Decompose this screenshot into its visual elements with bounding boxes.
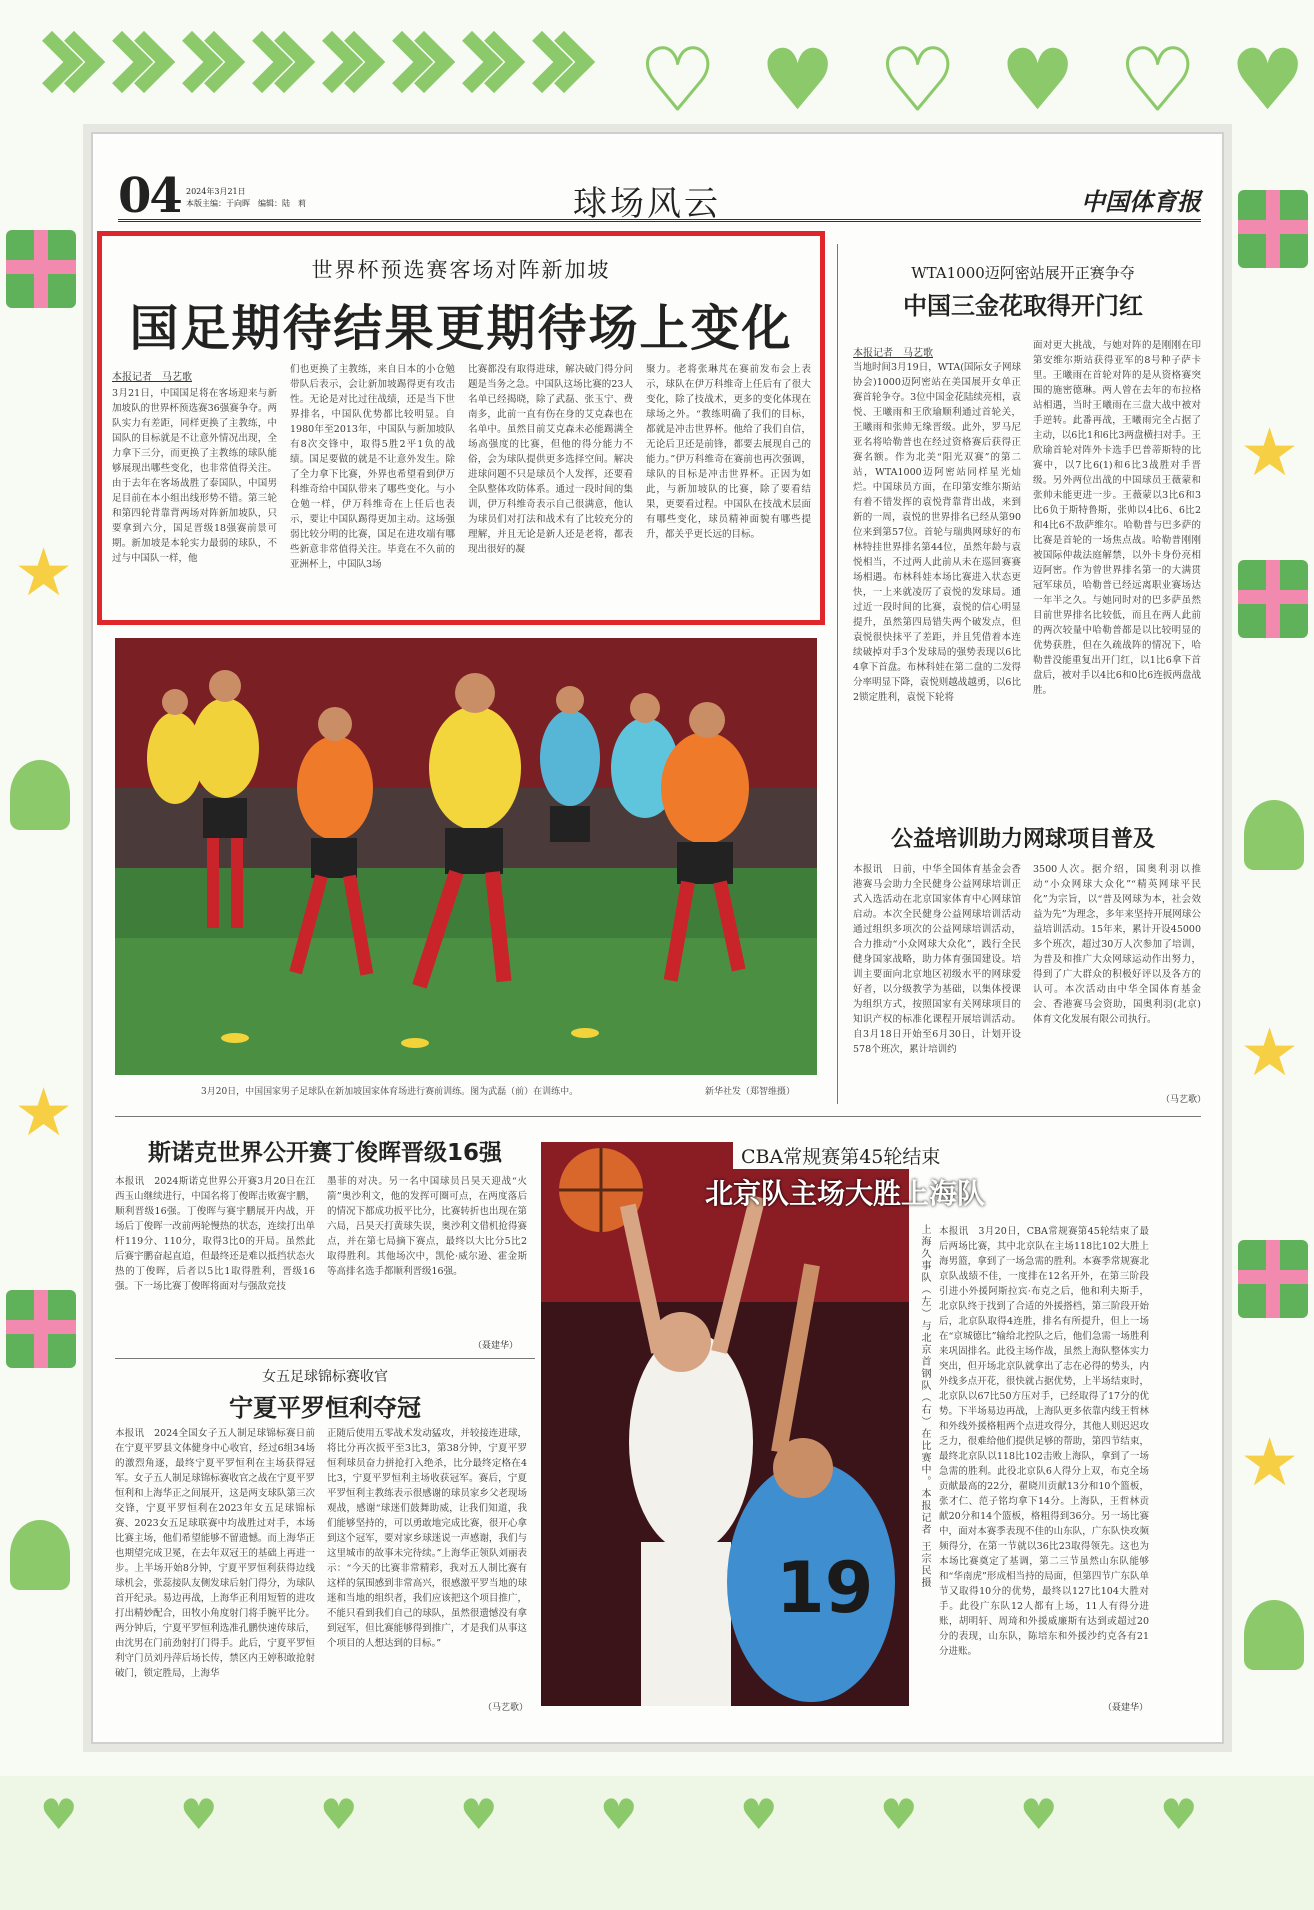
heart-icon: ♥ — [320, 1790, 358, 1839]
wta-byline: 本报记者 马艺歌 — [853, 348, 933, 359]
heart-icon: ♥ — [880, 1790, 918, 1839]
tennis-training-headline: 公益培训助力网球项目普及 — [890, 827, 1155, 852]
star-icon: ★ — [14, 534, 74, 611]
women-football-column-2: 正随后使用五零战术发动猛攻，并较接连进球，将比分再次扳平至3比3，第38分钟，宁夏平罗恒利球员奋力拼抢打入绝杀，比分最终定格在4比3，宁夏平罗恒利主场收获冠军。赛后，宁夏平罗恒利主教练表示很感谢的球员家乡父老现场观战，感谢“球迷们鼓舞助威，让我们知道，我们能够坚持的，可以勇敢地完成比赛，很开心拿到这个冠军，要对家乡球迷说一声感谢，我们与这里城市的故事未完待续。”上海华正领队刘丽表示：“今天的比赛非常精彩，我对五人制比赛有这样的氛围感到非常高兴，很感激平罗当地的球迷和当地的组织者，我们应该把这个项目推广，不能只看到我们自己的球队，虽然很遗憾没有拿到冠军，但比赛能够得到推广，才是我们从事这个项目的人想达到的目标。” — [327, 1428, 527, 1649]
tennis-training-column-2: 3500人次。据介绍，国奥利羽以推动“小众网球大众化”“精英网球平民化”为宗旨，以“普及网球为本，社会效益为先”为理念，多年来坚持开展网球公益培训活动。15年来，累计开设45000多个班次，超过30万人次参加了培训，为普及和推广大众网球运动作出努力，得到了广大群众的积极好评以及各方的认可。本次活动由中华全国体育基金会、香港赛马会资助，国奥利羽(北京)体育文化发展有限公司执行。 — [1033, 864, 1201, 1025]
star-icon: ★ — [1240, 1424, 1300, 1501]
section-title: 球场风云 — [573, 184, 721, 224]
heart-icon: ♥ — [40, 1790, 78, 1839]
football-training-illustration — [115, 638, 817, 1075]
heart-icon: ♥ — [740, 1790, 778, 1839]
star-icon: ★ — [14, 1074, 74, 1151]
chevron-decoration — [450, 28, 508, 98]
plant-decoration — [10, 760, 70, 830]
gift-icon — [6, 1290, 76, 1368]
lead-kicker: 世界杯预选赛客场对阵新加坡 — [311, 258, 611, 282]
lead-column-4: 聚力。老将张琳芃在赛前发布会上表示，球队在伊万科维奇上任后有了很大变化，除了技战术，更多的变化体现在球场之外。“教练明确了我们的目标，都就是冲击世界杯。他给了我们自信，无论后卫还是前锋，都要去展现自己的能力。”伊万科维奇在赛前也再次强调，球队的目标是冲击世界杯。正因为如此，与新加坡队的比赛，除了要看结果，更要看过程。中国队在技战术层面有哪些变化，球员精神面貌有哪些提升，都关乎更长远的目标。 — [646, 364, 811, 540]
football-photo-credit: 新华社发（郑智维摄） — [705, 1087, 796, 1097]
heart-icon: ♥ — [1000, 31, 1076, 129]
cba-signature: （聂建华） — [1103, 1703, 1149, 1713]
star-icon: ★ — [1240, 414, 1300, 491]
chevron-decoration — [240, 28, 298, 98]
row-divider — [115, 1116, 1201, 1117]
editor-line: 本版主编：于向晖 编辑：陆 莉 — [186, 199, 306, 208]
chevron-decoration — [520, 28, 578, 98]
heart-icon: ♥ — [760, 31, 836, 129]
football-photo-caption: 3月20日，中国国家男子足球队在新加坡国家体育场进行赛前训练。图为武磊（前）在训练中。 — [201, 1087, 579, 1097]
basketball-photo — [541, 1142, 909, 1706]
jersey-number: 19 — [776, 1547, 874, 1629]
date-line: 2024年3月21日 — [186, 187, 246, 196]
newspaper-name: 中国体育报 — [1081, 187, 1201, 216]
women-football-column-1: 本报讯 2024全国女子五人制足球锦标赛日前在宁夏平罗县文体健身中心收官，经过6组34场的激烈角逐，最终宁夏平罗恒利在主场获得冠军。女子五人制足球锦标赛收官之战在宁夏平罗恒利和上海华正之间展开，这是两支球队第三次交锋，宁夏平罗恒利在2023年女五足球锦标赛、2023女五足球联赛中均战胜过对手，本场比赛主场，他们希望能够不留遗憾。而上海华正也期望完成卫冕，在去年双冠王的基础上再进一步。上半场开始8分钟，宁夏平罗恒利获得边线球机会，张蕊接队友侧发球后射门得分，为球队首开纪录。易边再战，上海华正利用短暂的进攻打出精妙配合，田牧小角度射门将手腕平比分。两分钟后，宁夏平罗恒利选准孔鹏快速传球后，由沈男在门前劲射打门得手。此后，宁夏平罗恒利守门员刘丹萍后场长传，禁区内王婷积敢抢射破门，锁定胜局，上海华 — [115, 1428, 315, 1679]
chevron-decoration — [380, 28, 438, 98]
chevron-decoration — [310, 28, 368, 98]
snooker-column-2: 墨菲的对决。另一名中国球员吕昊天迎战“火箭”奥沙利文，他的发挥可圈可点，在两度落后的情况下都成功扳平比分，比赛转折也出现在第六局，吕昊天打黄球失误，奥沙利文借机抢得赛点，并在第七局摘下赛点，最终以大比分5比2取得胜利。其他场次中，凯伦·威尔逊、霍金斯等高排名选手都顺利晋级16强。 — [327, 1176, 527, 1277]
newspaper-page — [91, 132, 1224, 1744]
page-number: 04 — [118, 168, 181, 224]
heart-icon: ♥ — [880, 31, 956, 129]
highlighted-lead-story — [97, 231, 825, 625]
masthead — [118, 168, 1201, 222]
snooker-headline: 斯诺克世界公开赛丁俊晖晋级16强 — [147, 1140, 502, 1166]
chevron-decoration — [30, 28, 88, 98]
gift-icon — [1238, 190, 1308, 268]
heart-icon: ♥ — [1120, 31, 1196, 129]
lead-column-3: 比赛都没有取得进球，解决破门得分问题是当务之急。中国队这场比赛的23人名单已经揭晓，除了武磊、张玉宁、费南多，此前一直有伤在身的艾克森也在名单中。虽然目前艾克森未必能踢满全场高强度的比赛，但他的得分能力不俗，会为球队提供更多选择空间。解决进球问题不只是球员个人发挥，还要看全队整体攻防体系。通过一段时间的集训，伊万科维奇表示自己很满意，他认为球员们对打法和战术有了比较充分的理解，并且无论是新人还是老将，都表现出很好的凝 — [468, 364, 633, 555]
basketball-illustration — [541, 1142, 909, 1706]
chevron-decoration — [170, 28, 228, 98]
tennis-training-signature: （马艺歌） — [1161, 1095, 1207, 1105]
plant-decoration — [1244, 800, 1304, 870]
column-divider — [837, 244, 838, 1104]
lead-column-2: 们也更换了主教练，来自日本的小仓勉带队后表示，会让新加坡踢得更有攻击性。无论是对比过往战绩，还是当下世界排名，中国队优势都比较明显。自1980年至2013年，中国队与新加坡队有8次交锋中，取得5胜2平1负的战绩。国足要做的就是不让意外发生。除了全力拿下比赛，外界也希望看到伊万科维奇给中国队带来了哪些变化。与小仓勉一样，伊万科维奇在上任后也表示，要让中国队踢得更加主动。这场强弱比较分明的比赛，国足在进攻端有哪些新意非常值得关注。毕竟在不久前的亚洲杯上，中国队3场 — [290, 364, 455, 570]
cba-column-1: 本报讯 3月20日，CBA常规赛第45轮结束了最后两场比赛，其中北京队在主场118比102大胜上海男篮，拿到了一场急需的胜利。本赛季常规赛北京队战绩不佳，一度排在12名开外，在第三阶段引进小外援阿斯拉宾·布克之后，他和利夫斯手，北京队终于找到了合适的外援搭档，第三阶段开始后，北京队取得4连胜，排名有所提升，但上一场在“京城德比”输给北控队之后，他们急需一场胜利来巩固排名。此役主场作战，虽然上海队整体实力突出，但开场北京队就拿出了志在必得的势头，内外线多点开花，很快就占据优势，上半场结束时，北京队以67比50方压对手，已经取得了17分的优势。下半场易边再战，上海队更多依靠内线王哲林和外线外援格粗两个点进攻得分，其他人则迟迟攻乏力，很难给他们提供足够的帮助，第四节结束，最终北京队以118比102击败上海队，拿到了一场急需的胜利。此役北京队6人得分上双，布克全场贡献最高的22分，翟晓川贡献13分和10个篮板，张才仁、范子铭均拿下14分。上海队，王哲林贡献20分和14个篮板，格粗得到36分。另一场比赛中，面对本赛季表现不佳的山东队，广东队快攻频频得分，在第一节就以36比23取得领先。这也为本场比赛奠定了基调，第二三节虽然山东队能够和“华南虎”形成相当持的局面，但第四节广东队单节又取得10分的优势，最终以127比104大胜对手。此役广东队12人都有上场，11人有得分进账，胡明轩、周琦和外援威廉斯有达到或超过20分的表现，山东队，陈培东和外援沙约克各有21分进账。 — [939, 1226, 1149, 1657]
snooker-column-1: 本报讯 2024斯诺克世界公开赛3月20日在江西玉山继续进行，中国名将丁俊晖击败赛宇鹏，顺利晋级16强。丁俊晖与赛宇鹏展开内战，开场后丁俊晖一改前两轮慢热的状态，连续打出单杆119分、110分，取得3比0的开局。虽然此后赛宇鹏奋起直追，但最终还是难以抵挡状态火热的丁俊晖，后者以5比1取得胜利，晋级16强。下一场比赛丁俊晖将面对与强敌竞技 — [115, 1176, 315, 1292]
wta-kicker: WTA1000迈阿密站展开正赛争夺 — [911, 264, 1135, 282]
wta-headline: 中国三金花取得开门红 — [903, 292, 1143, 320]
snooker-signature: （聂建华） — [473, 1341, 519, 1351]
basketball-photo-caption: 上海久事队（左）与北京首钢队（右）在比赛中。本报记者 王宗民摄 — [919, 1224, 930, 1590]
wta-column-2: 面对更大挑战，与她对阵的是刚刚在印第安维尔斯站获得亚军的8号种子萨卡里。王曦雨在首轮对阵的是从资格赛突围的施密德琳。两人曾在去年的布拉格站相遇，当时王曦雨在三盘大战中被对手逆转。此番再战，王曦雨完全占据了主动，以6比1和6比3两盘横扫对手。王欣瑜首轮对阵外卡选手巴普蒂斯特的比赛中，以7比6(1)和6比3战胜对手晋级。另外两位出战的中国球员王薇蒙和张帅未能更进一步。王薇蒙以3比6和3比6负于斯特鲁斯，张帅以4比6、6比2和4比6不敌萨维尔。哈勒普与巴多萨的比赛是首轮的一场焦点战。哈勒普刚刚被国际仲裁法庭解禁，以外卡身份亮相迈阿密。作为曾世界排名第一的大满贯冠军球员，哈勒普已经远离职业赛场达一年半之久。与她同时对的巴多萨虽然目前世界排名比较低，而且在两人此前的两次较量中哈勒普都是以比较明显的优势获胜，但在久疏战阵的情况下，哈勒普没能重复出开门红，以1比6拿下首盘后，被对手以4比6和0比6连扳两盘战胜。 — [1033, 340, 1201, 696]
star-icon: ★ — [1240, 1014, 1300, 1091]
heart-icon: ♥ — [1020, 1790, 1058, 1839]
lead-byline: 本报记者 马艺歌 — [112, 372, 192, 383]
football-training-photo — [115, 638, 817, 1075]
chevron-decoration — [100, 28, 158, 98]
plant-decoration — [10, 1520, 70, 1590]
cba-headline: 北京队主场大胜上海队 — [705, 1177, 986, 1210]
heart-icon: ♥ — [640, 31, 716, 129]
heart-icon: ♥ — [460, 1790, 498, 1839]
women-football-kicker: 女五足球锦标赛收官 — [262, 1369, 388, 1385]
gift-icon — [1238, 1240, 1308, 1318]
women-football-signature: （马艺歌） — [483, 1703, 529, 1713]
plant-decoration — [1244, 1600, 1304, 1670]
cba-kicker: CBA常规赛第45轮结束 — [733, 1142, 1063, 1169]
heart-icon: ♥ — [600, 1790, 638, 1839]
women-football-headline: 宁夏平罗恒利夺冠 — [229, 1394, 421, 1422]
heart-icon: ♥ — [1160, 1790, 1198, 1839]
wta-column-1: 当地时间3月19日，WTA(国际女子网球协会)1000迈阿密站在美国展开女单正赛首轮争夺。3位中国金花陆续亮相，袁悦、王曦雨和王欣瑜顺利通过首轮关，王曦雨和张帅无缘晋级。此外，罗马尼亚名将哈勒普也在经过资格赛后获得正赛名额。作为北美“阳光双赛”的第二站，WTA1000迈阿密站同样星光灿烂。中国球员方面，在印第安维尔斯站有着不错发挥的袁悦背靠背出战，来到新的一周，袁悦的世界排名已经从第90位来到第57位。首轮与瑞典网球好的布林特挂世界排名第44位，虽然年龄与袁悦相当，不过两人此前从未在巡回赛赛场相遇。布林科娃本场比赛进入状态更快，一上来就凌厉了袁悦的发球局。通过近一段时间的比赛，袁悦的信心明显提升，虽然第四局错失两个破发点，但袁悦很快抹平了差距，并且凭借着本连续破掉对手3个发球局的强势表现以6比4拿下首盘。布林科娃在第二盘的二发得分率明显下降，袁悦则越战越勇，以6比2锁定胜利，袁悦下轮将 — [853, 362, 1021, 703]
heart-icon: ♥ — [180, 1790, 218, 1839]
lead-column-1: 3月21日，中国国足将在客场迎来与新加坡队的世界杯预选赛36强赛争夺。两队实力有差距，同样更换了主教练，中国队的目标就是不让意外情况出现，全力拿下三分，而更换了主教练的球队能够展现出哪些变化，也非常值得关注。由于去年在客场战胜了泰国队，中国男足目前在本小组出线形势不错。第三轮和第四轮背靠背两场对阵新加坡队，只要拿到六分，国足晋级18强赛前景可期。新加坡是本轮实力最弱的球队，不过与中国队一样，他 — [112, 388, 277, 564]
gift-icon — [6, 230, 76, 308]
lead-headline: 国足期待结果更期待场上变化 — [129, 300, 793, 357]
heart-icon: ♥ — [1230, 31, 1306, 129]
tennis-training-column-1: 本报讯 日前，中华全国体育基金会香港赛马会助力全民健身公益网球培训正式入选活动在北京国家体育中心网球馆启动。本次全民健身公益网球培训活动通过组织多项次的公益网球培训活动，合力推动“小众网球大众化”，践行全民健身国家战略，助力体育强国建设。培训主要面向北京地区初级水平的网球爱好者，以分级教学为基础，以集体授课为组织方式，按照国家有关网球项目的知识产权的标准化课程开展培训活动。自3月18日开始至6月30日，计划开设578个班次，累计培训约 — [853, 864, 1021, 1055]
gift-icon — [1238, 560, 1308, 638]
row-divider — [115, 1358, 535, 1359]
